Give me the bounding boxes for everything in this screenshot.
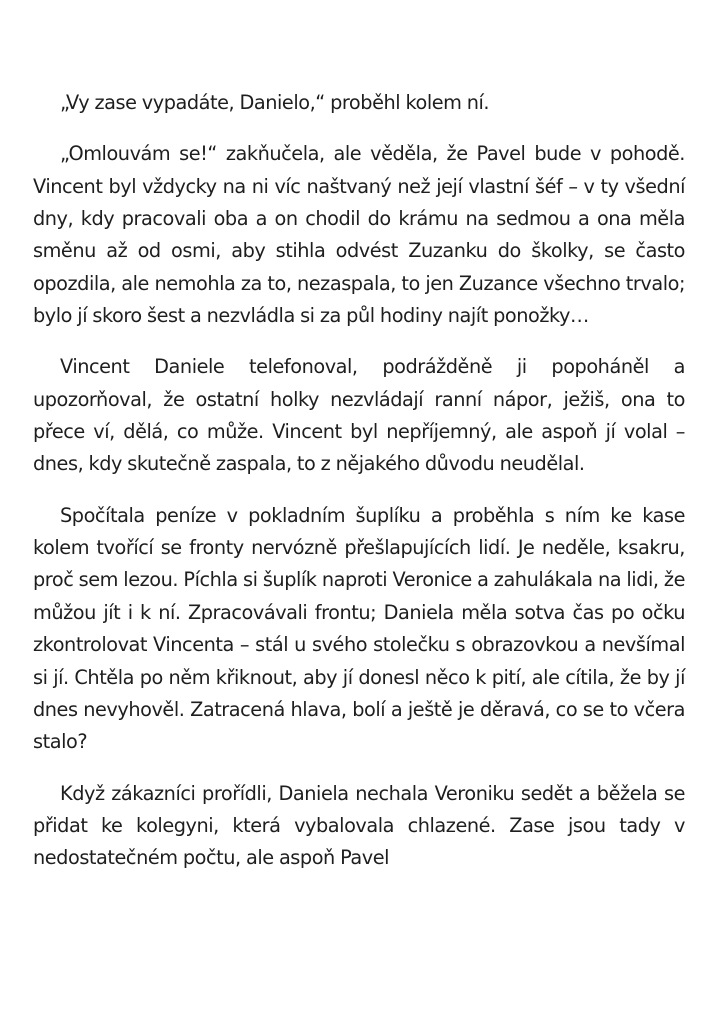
paragraph-2: „Omlouvám se!“ zakňučela, ale věděla, že Pavel bude v pohodě. Vincent byl vždycky na ni víc naštvaný než její vlastní šéf – v ty všední dny, kdy pracovali oba a on chodil do krámu na sedmou a ona měla směnu až od osmi, aby stihla odvést Zuzanku do školky, se často opozdila, ale nemohla za to, nezaspala, to jen Zuzance všechno trvalo; bylo jí skoro šest a nezvládla si za půl hodiny najít ponožky… [33, 142, 685, 328]
paragraph-3: Vincent Daniele telefonoval, podrážděně ji popoháněl a upozorňoval, že ostatní holky nezvládají ranní nápor, ježiš, ona to přece ví, dělá, co může. Vincent byl nepříjemný, ale aspoň jí volal – dnes, kdy skutečně zaspala, to z nějakého důvodu neudělal. [33, 355, 685, 476]
paragraph-5: Když zákazníci prořídli, Daniela nechala Veroniku sedět a běžela se přidat ke kolegyni, která vybalovala chlazené. Zase jsou tady v nedostatečném počtu, ale aspoň Pavel [33, 781, 685, 870]
document-page [33, 87, 685, 894]
paragraph-1: „Vy zase vypadáte, Danielo,“ proběhl kolem ní. [60, 91, 490, 114]
paragraph-4: Spočítala peníze v pokladním šuplíku a proběhla s ním ke kase kolem tvořící se fronty nervózně přešlapujících lidí. Je neděle, ksakru, proč sem lezou. Píchla si šuplík naproti Veronice a zahulákala na lidi, že můžou jít i k ní. Zpracovávali frontu; Daniela měla sotva čas po očku zkontrolovat Vincenta – stál u svého stolečku s obrazovkou a nevšímal si jí. Chtěla po něm křiknout, aby jí donesl něco k pití, ale cítila, že by jí dnes nevyhověl. Zatracená hlava, bolí a ještě je děravá, co se to včera stalo? [33, 503, 685, 754]
